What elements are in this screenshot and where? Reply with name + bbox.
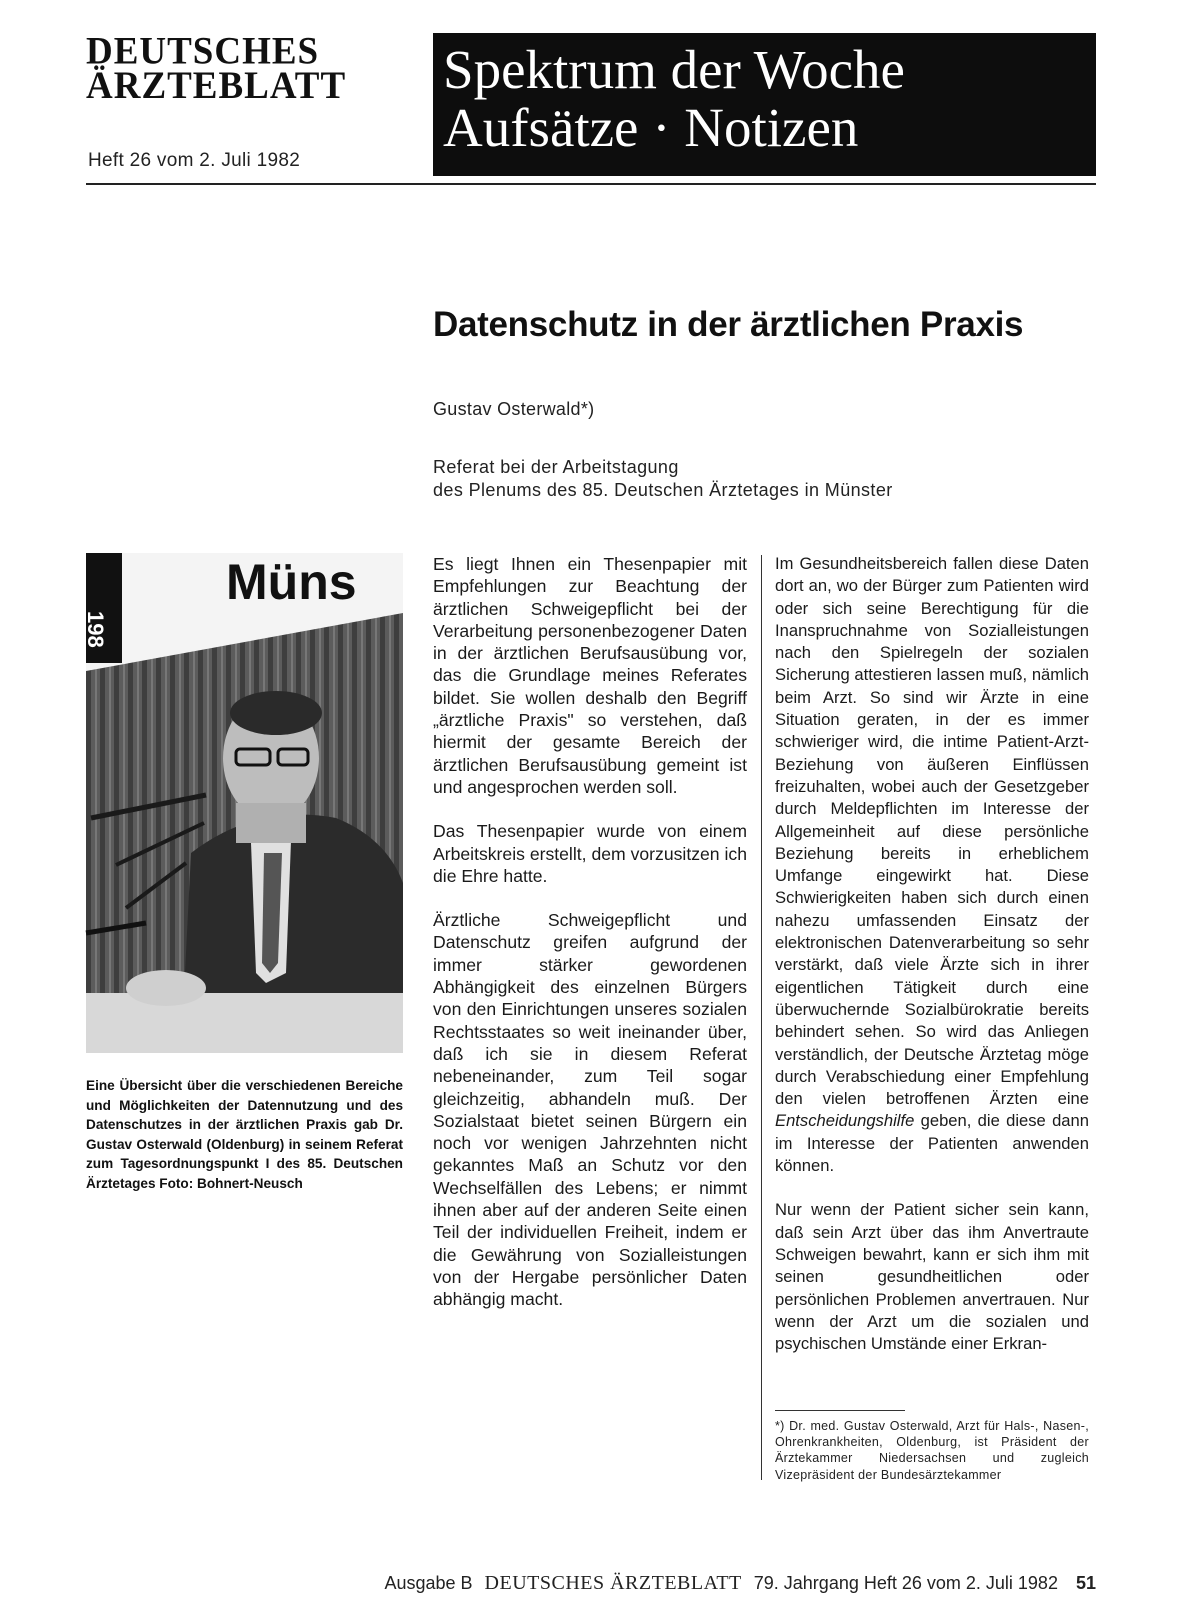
paragraph-4 — [775, 553, 1089, 1177]
header-divider — [86, 183, 1096, 185]
masthead-logo — [86, 29, 406, 108]
speaker-photo-drawing — [83, 553, 403, 1053]
paragraph-2: Das Thesenpapier wurde von einem Arbeitskreis erstellt, dem vorzusitzen ich die Ehre hatte. — [433, 821, 747, 886]
author-footnote: *) Dr. med. Gustav Osterwald, Arzt für Hals-, Nasen-, Ohrenkrankheiten, Oldenburg, ist Präsident der Ärztekammer Niedersachsen und zugleich Vizepräsident der Bundesärztekammer — [775, 1419, 1089, 1482]
page-footer — [0, 1572, 1096, 1595]
footer-brand: DEUTSCHES ÄRZTEBLATT — [484, 1572, 742, 1594]
body-column-2 — [775, 553, 1089, 1377]
banner-side-text: 198 — [83, 611, 108, 648]
subtitle-line-2: des Plenums des 85. Deutschen Ärztetages in Münster — [433, 480, 893, 500]
masthead-line-1: DEUTSCHES — [86, 29, 320, 73]
paragraph-3: Ärztliche Schweigepflicht und Datenschutz greifen aufgrund der immer stärker gewordenen Abhängigkeit des einzelnen Bürgers von den Einrichtungen unseres sozialen Rechtsstaates so weit ineinander über, daß ich sie in diesem Referat nebeneinander, zum Teil sogar gleichzeitig, abhandeln muß. Der Sozialstaat bietet seinen Bürgern ein noch vor wenigen Jahrzehnten nicht gekanntes Maß an Schutz vor den Wechselfällen des Lebens; er nimmt ihnen aber auf der anderen Seite einen Teil der individuellen Freiheit, indem er die Gewährung von Sozialleistungen von der Hergabe persönlicher Daten abhängig macht. — [433, 910, 747, 1310]
paragraph-4-text: Im Gesundheitsbereich fallen diese Daten dort an, wo der Bürger zum Patienten wird oder sich seine Berechtigung für die Inanspruchnahme von Sozialleistungen nach den Spielregeln der sozialen Sicherung attestieren lassen muß, nämlich beim Arzt. So sind wir Ärzte in eine Situation geraten, in der es immer schwieriger wird, die intime Patient-Arzt-Beziehung von äußeren Einflüssen freizuhalten, wobei auch der Gesetzgeber durch Meldepflichten im Interesse der Allgemeinheit auf diese persönliche Beziehung bereits in erheblichem Umfange eingewirkt hat. Diese Schwierigkeiten haben sich durch einen nahezu umfassenden Einsatz der elektronischen Datenverarbeitung so sehr verstärkt, daß viele Ärzte sich in ihrer eigentlichen Tätigkeit durch eine überwuchernde Sozialbürokratie bereits behindert sehen. So wird das Anliegen verständlich, der Deutsche Ärztetag möge durch Verabschiedung einer Empfehlung den vielen betroffenen Ärzten eine — [775, 554, 1089, 1109]
paragraph-4-end: geben, die diese dann im Interesse der Patienten anwenden können. — [775, 1111, 1089, 1176]
subtitle-line-1: Referat bei der Arbeitstagung — [433, 457, 679, 477]
paragraph-4-emphasis: Entscheidungshilfe — [775, 1111, 915, 1131]
body-column-1 — [433, 553, 747, 1333]
article-author: Gustav Osterwald*) — [433, 399, 595, 419]
banner-city-text: Müns — [226, 554, 357, 610]
footer-volume: 79. Jahrgang Heft 26 vom 2. Juli 1982 — [753, 1573, 1058, 1593]
banner-line-2: Aufsätze · Notizen — [443, 97, 859, 158]
masthead-line-2: ÄRZTEBLATT — [86, 64, 347, 108]
section-banner — [433, 33, 1096, 176]
photo-caption: Eine Übersicht über die verschiedenen Bereiche und Möglichkeiten der Datennutzung und des Datenschutzes in der ärztlichen Praxis gab Dr. Gustav Osterwald (Oldenburg) in seinem Referat zum Tagesordnungspunkt I des 85. Deutschen Ärztetages Foto: Bohnert-Neusch — [86, 1078, 403, 1191]
footer-edition: Ausgabe B — [384, 1573, 473, 1593]
page-number: 51 — [1075, 1573, 1096, 1593]
article-subtitle — [433, 456, 1083, 502]
footnote-rule — [775, 1410, 905, 1411]
banner-line-1: Spektrum der Woche — [443, 39, 905, 100]
issue-line: Heft 26 vom 2. Juli 1982 — [88, 150, 301, 171]
article-title: Datenschutz in der ärztlichen Praxis — [433, 305, 1024, 344]
column-divider — [761, 555, 762, 1480]
paragraph-1: Es liegt Ihnen ein Thesenpapier mit Empfehlungen zur Beachtung der ärztlichen Schweigepflicht bei der Verarbeitung personenbezogener Daten in der ärztlichen Berufsausübung vor, das die Grundlage meines Referates bildet. Sie wollen deshalb den Begriff „ärztliche Praxis" so verstehen, daß hiermit der gesamte Bereich der ärztlichen Berufsausübung gemeint ist und angesprochen werden soll. — [433, 554, 747, 797]
paragraph-5: Nur wenn der Patient sicher sein kann, daß sein Arzt über das ihm Anvertraute Schweigen bewahrt, kann er sich ihm mit seinen gesundheitlichen oder persönlichen Problemen anvertrauen. Nur wenn der Arzt um die sozialen und psychischen Umstände einer Erkran- — [775, 1200, 1089, 1354]
speaker-photo — [83, 553, 403, 1053]
